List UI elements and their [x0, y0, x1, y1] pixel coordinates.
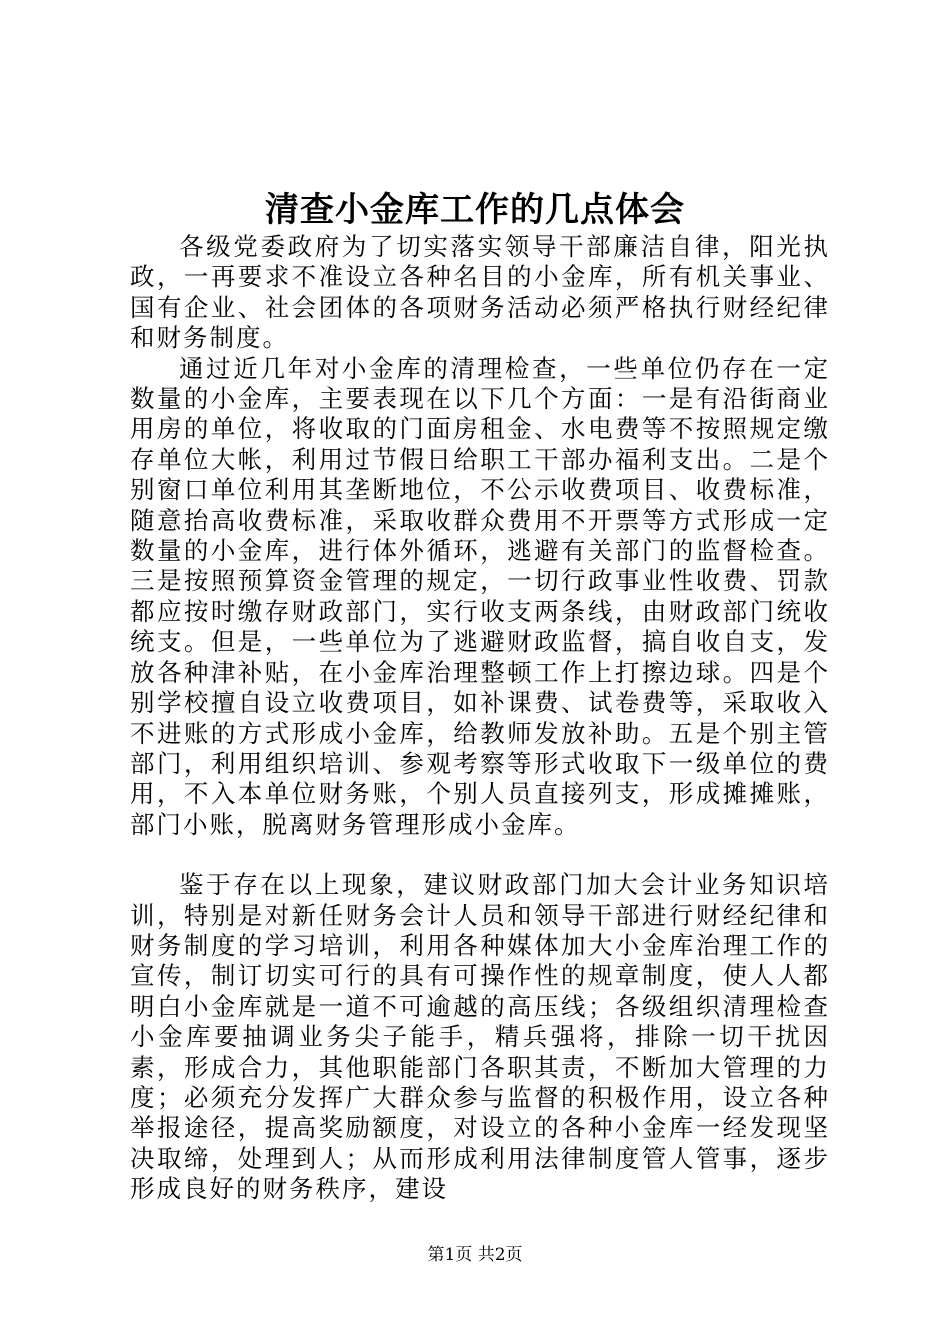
page-number-footer: 第1页 共2页 [427, 1245, 523, 1265]
paragraph: 通过近几年对小金库的清理检查，一些单位仍存在一定数量的小金库，主要表现在以下几个方面：一是有沿街商业用房的单位，将收取的门面房租金、水电费等不按照规定缴存单位大帐，利用过节假日给职工干部办福利支出。二是个别窗口单位利用其垄断地位，不公示收费项目、收费标准，随意抬高收费标准，采取收群众费用不开票等方式形成一定数量的小金库，进行体外循环，逃避有关部门的监督检查。三是按照预算资金管理的规定，一切行政事业性收费、罚款都应按时缴存财政部门，实行收支两条线，由财政部门统收统支。但是，一些单位为了逃避财政监督，搞自收自支，发放各种津补贴，在小金库治理整顿工作上打擦边球。四是个别学校擅自设立收费项目，如补课费、试卷费等，采取收入不进账的方式形成小金库，给教师发放补助。五是个别主管部门，利用组织培训、参观考察等形式收取下一级单位的费用，不入本单位财务账，个别人员直接列支，形成摊摊账，部门小账，脱离财务管理形成小金库。 [130, 353, 830, 839]
paragraph: 各级党委政府为了切实落实领导干部廉洁自律，阳光执政，一再要求不准设立各种名目的小金库，所有机关事业、国有企业、社会团体的各项财务活动必须严格执行财经纪律和财务制度。 [130, 232, 830, 353]
paragraph: 鉴于存在以上现象，建议财政部门加大会计业务知识培训，特别是对新任财务会计人员和领导干部进行财经纪律和财务制度的学习培训，利用各种媒体加大小金库治理工作的宣传，制订切实可行的具有可操作性的规章制度，使人人都明白小金库就是一道不可逾越的高压线；各级组织清理检查小金库要抽调业务尖子能手，精兵强将，排除一切干扰因素，形成合力，其他职能部门各职其责，不断加大管理的力度；必须充分发挥广大群众参与监督的积极作用，设立各种举报途径，提高奖励额度，对设立的各种小金库一经发现坚决取缔，处理到人；从而形成利用法律制度管人管事，逐步形成良好的财务秩序，建设 [130, 870, 830, 1204]
document-body [130, 232, 830, 1205]
document-title: 清查小金库工作的几点体会 [265, 190, 685, 230]
